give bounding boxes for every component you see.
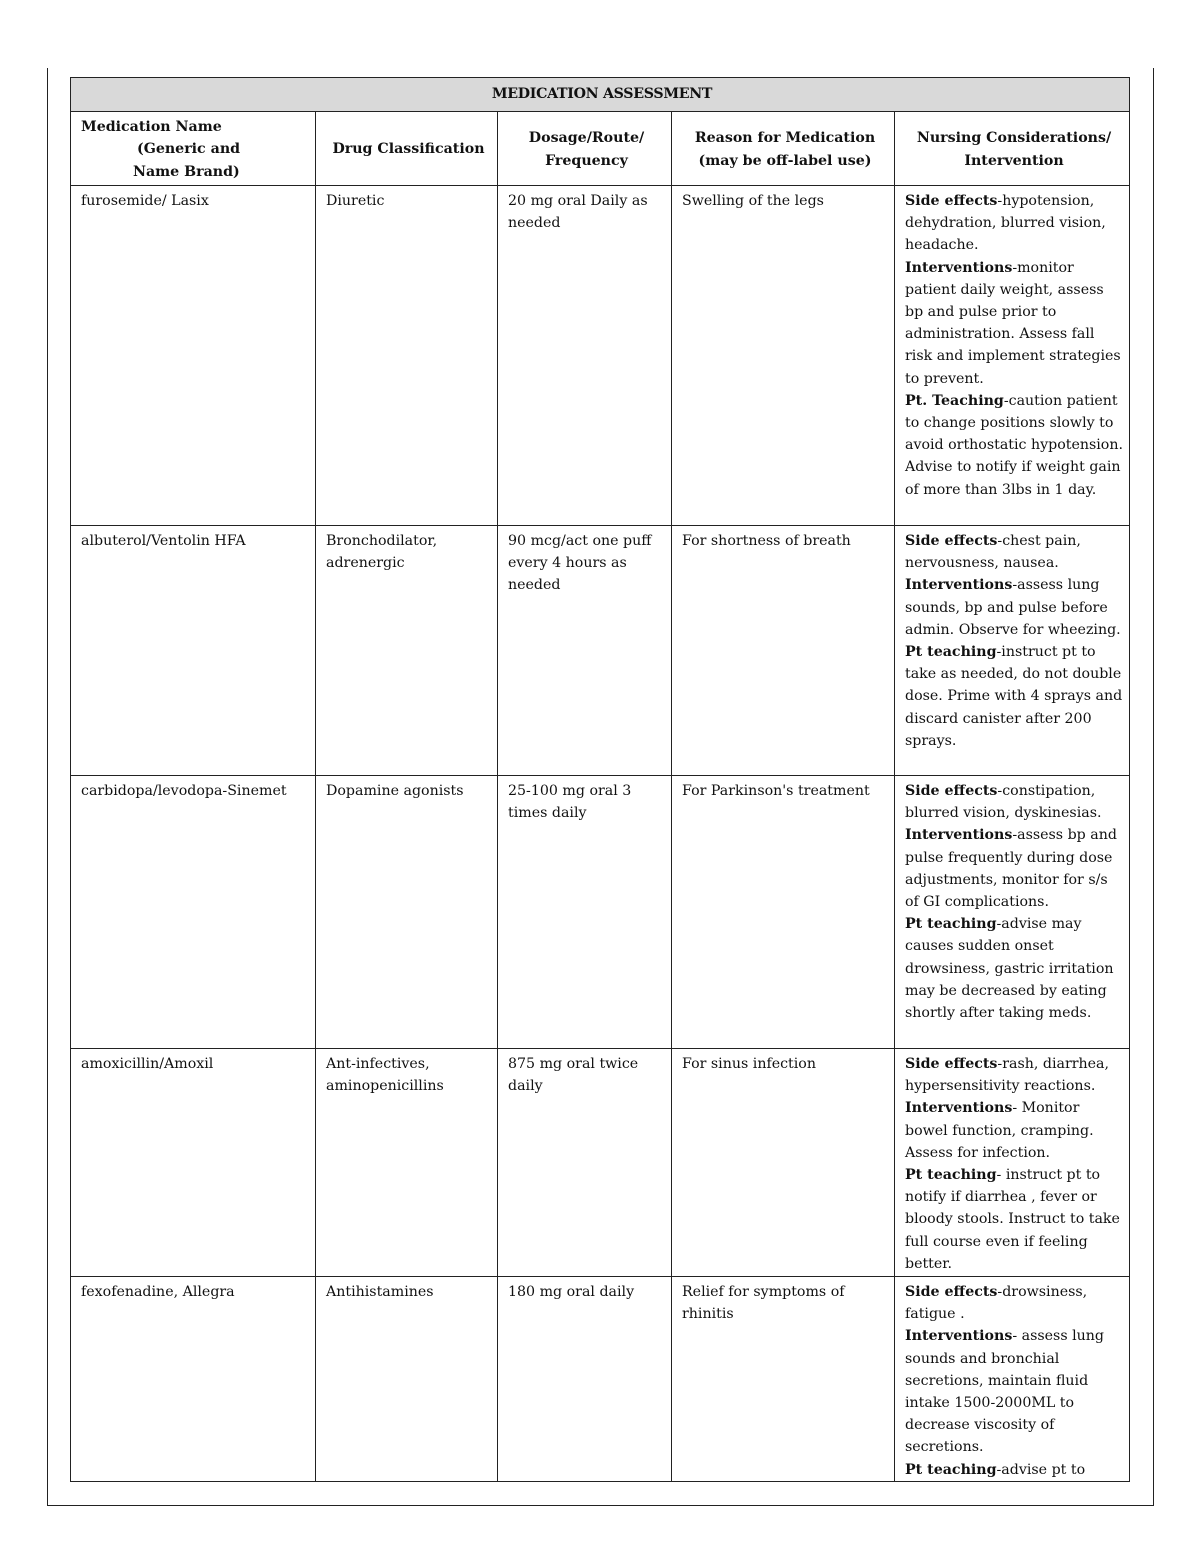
header-drug-classification: Drug Classification <box>316 112 498 186</box>
header-reason-line2: (may be off-label use) <box>698 152 872 169</box>
header-row <box>71 112 1130 186</box>
drug-classification: Antihistamines <box>316 1277 498 1482</box>
header-medication-name <box>71 112 316 186</box>
interventions-text: - Monitor bowel function, cramping. Assess for infection. <box>905 1100 1094 1161</box>
teaching-text: -advise pt to <box>996 1461 1086 1478</box>
side-effects-text: -drowsiness, fatigue . <box>905 1284 1088 1323</box>
interventions-text: -assess lung sounds, bp and pulse before admin. Observe for wheezing. <box>905 577 1121 638</box>
reason: Swelling of the legs <box>672 186 895 526</box>
medication-name: albuterol/Ventolin HFA <box>71 526 316 776</box>
nursing-considerations <box>895 526 1130 776</box>
interventions-text: - assess lung sounds and bronchial secretions, maintain fluid intake 1500-2000ML to decrease viscosity of secretions. <box>905 1328 1104 1456</box>
teaching-text: -advise may causes sudden onset drowsiness, gastric irritation may be decreased by eating shortly after taking meds. <box>905 916 1114 1022</box>
reason: For sinus infection <box>672 1049 895 1277</box>
table-row <box>71 776 1130 1049</box>
reason: For shortness of breath <box>672 526 895 776</box>
nursing-considerations <box>895 1277 1130 1482</box>
teaching-label: Pt teaching <box>905 1167 997 1184</box>
side-effects-label: Side effects <box>905 533 998 549</box>
interventions-text: -assess bp and pulse frequently during dose adjustments, monitor for s/s of GI complications. <box>905 827 1117 911</box>
side-effects-text: -rash, diarrhea, hypersensitivity reactions. <box>905 1056 1110 1095</box>
medication-name: furosemide/ Lasix <box>71 186 316 526</box>
dosage: 875 mg oral twice daily <box>498 1049 672 1277</box>
interventions-text: -monitor patient daily weight, assess bp and pulse prior to administration. Assess fall risk and implement strategies to prevent. <box>905 259 1121 387</box>
reason: For Parkinson's treatment <box>672 776 895 1049</box>
teaching-text: -instruct pt to take as needed, do not double dose. Prime with 4 sprays and discard canister after 200 sprays. <box>905 644 1123 749</box>
interventions-label: Interventions <box>905 827 1013 844</box>
header-name-line1: Medication Name <box>81 119 222 136</box>
teaching-label: Pt teaching <box>905 644 997 661</box>
side-effects-label: Side effects <box>905 783 998 799</box>
header-name-line2: (Generic and <box>137 141 241 158</box>
interventions-label: Interventions <box>905 1328 1013 1345</box>
dosage: 20 mg oral Daily as needed <box>498 186 672 526</box>
side-effects-text: -hypotension, dehydration, blurred vision, headache. <box>905 193 1106 254</box>
interventions-label: Interventions <box>905 1100 1013 1117</box>
dosage: 25-100 mg oral 3 times daily <box>498 776 672 1049</box>
nursing-considerations <box>895 1049 1130 1277</box>
side-effects-label: Side effects <box>905 1056 998 1072</box>
header-nursing-line2: Intervention <box>964 152 1064 169</box>
corner-mark-left <box>47 68 48 78</box>
nursing-considerations <box>895 776 1130 1049</box>
side-effects-label: Side effects <box>905 1284 998 1300</box>
drug-classification: Bronchodilator, adrenergic <box>316 526 498 776</box>
corner-mark-right <box>1153 68 1154 78</box>
side-effects-text: -constipation, blurred vision, dyskinesias. <box>905 783 1102 822</box>
nursing-considerations <box>895 186 1130 526</box>
table-row <box>71 1049 1130 1277</box>
header-nursing <box>895 112 1130 186</box>
teaching-label: Pt teaching <box>905 1461 997 1478</box>
dosage: 180 mg oral daily <box>498 1277 672 1482</box>
header-nursing-line1: Nursing Considerations/ <box>916 130 1112 147</box>
table-row <box>71 186 1130 526</box>
medication-name: carbidopa/levodopa-Sinemet <box>71 776 316 1049</box>
header-reason <box>672 112 895 186</box>
interventions-label: Interventions <box>905 259 1013 276</box>
teaching-label: Pt. Teaching <box>905 392 1004 409</box>
teaching-text: -caution patient to change positions slowly to avoid orthostatic hypotension. Advise to notify if weight gain of more than 3lbs in 1 day. <box>905 392 1124 498</box>
table-row <box>71 1277 1130 1482</box>
side-effects-text: -chest pain, nervousness, nausea. <box>905 533 1081 572</box>
dosage: 90 mcg/act one puff every 4 hours as needed <box>498 526 672 776</box>
medication-assessment-table <box>70 77 1130 1482</box>
table-row <box>71 526 1130 776</box>
table-title: MEDICATION ASSESSMENT <box>71 78 1130 112</box>
side-effects-label: Side effects <box>905 193 998 209</box>
header-dosage-line1: Dosage/Route/ <box>528 130 645 147</box>
reason: Relief for symptoms of rhinitis <box>672 1277 895 1482</box>
drug-classification: Dopamine agonists <box>316 776 498 1049</box>
drug-classification: Ant-infectives, aminopenicillins <box>316 1049 498 1277</box>
header-dosage-line2: Frequency <box>545 152 628 169</box>
teaching-label: Pt teaching <box>905 916 997 933</box>
header-dosage <box>498 112 672 186</box>
medication-name: fexofenadine, Allegra <box>71 1277 316 1482</box>
interventions-label: Interventions <box>905 577 1013 594</box>
header-reason-line1: Reason for Medication <box>694 130 876 147</box>
drug-classification: Diuretic <box>316 186 498 526</box>
medication-name: amoxicillin/Amoxil <box>71 1049 316 1277</box>
header-name-line3: Name Brand) <box>133 163 240 180</box>
teaching-text: - instruct pt to notify if diarrhea , fever or bloody stools. Instruct to take full course even if feeling better. <box>905 1167 1120 1272</box>
